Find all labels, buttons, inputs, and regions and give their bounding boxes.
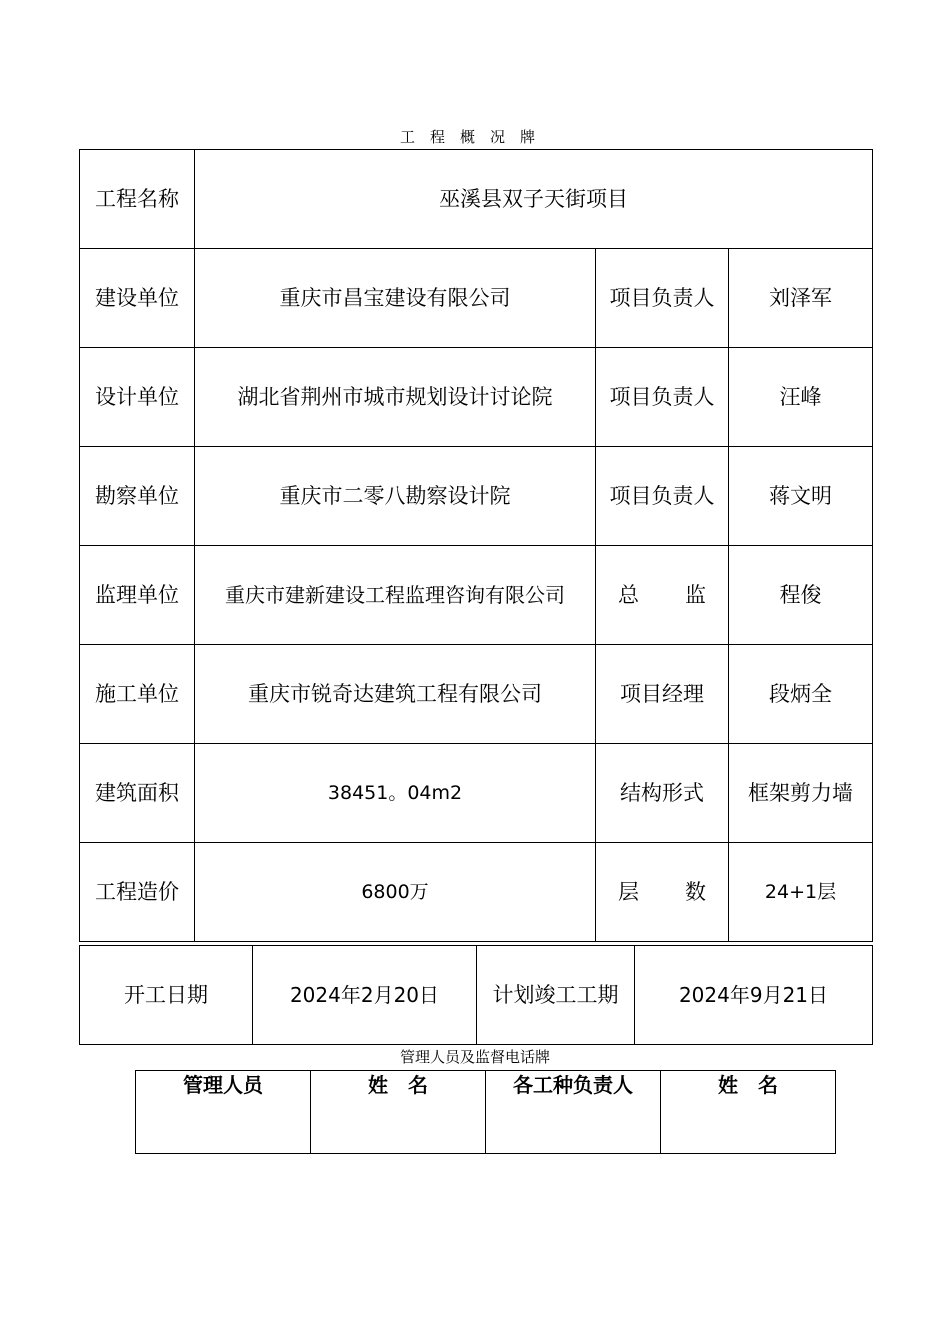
builder-role: 项目经理 [596, 645, 729, 744]
construction-role: 项目负责人 [596, 249, 729, 348]
structure-label: 结构形式 [596, 744, 729, 843]
cost-value: 6800万 [195, 843, 596, 942]
survey-unit-value: 重庆市二零八勘察设计院 [195, 447, 596, 546]
completion-date-value: 2024年9月21日 [635, 946, 873, 1045]
staff-header-managers: 管理人员 [136, 1071, 311, 1154]
supervision-unit-label: 监理单位 [80, 546, 195, 645]
design-role: 项目负责人 [596, 348, 729, 447]
table-row [80, 249, 873, 348]
table-row [80, 843, 873, 942]
construction-person: 刘泽军 [729, 249, 873, 348]
supervision-unit-value: 重庆市建新建设工程监理咨询有限公司 [195, 546, 596, 645]
project-overview-table [79, 149, 873, 249]
table-row [80, 348, 873, 447]
staff-title: 管理人员及监督电话牌 [399, 1048, 550, 1066]
overview-title: 工程概况牌 [399, 128, 550, 146]
supervision-role-a: 总 [618, 583, 639, 607]
project-detail-table [79, 248, 873, 942]
table-row [136, 1071, 836, 1154]
floors-label-a: 层 [618, 880, 639, 904]
design-person: 汪峰 [729, 348, 873, 447]
builder-unit-value: 重庆市锐奇达建筑工程有限公司 [195, 645, 596, 744]
cost-label: 工程造价 [80, 843, 195, 942]
design-unit-value: 湖北省荆州市城市规划设计讨论院 [195, 348, 596, 447]
floors-label-b: 数 [685, 880, 706, 904]
supervision-person: 程俊 [729, 546, 873, 645]
supervision-role-b: 监 [685, 583, 706, 607]
survey-unit-label: 勘察单位 [80, 447, 195, 546]
completion-date-label: 计划竣工工期 [477, 946, 635, 1045]
staff-header-name: 姓 名 [311, 1071, 486, 1154]
area-label: 建筑面积 [80, 744, 195, 843]
area-value: 38451。04m2 [195, 744, 596, 843]
floors-label [596, 843, 729, 942]
schedule-table [79, 945, 873, 1045]
floors-value: 24+1层 [729, 843, 873, 942]
table-row [80, 546, 873, 645]
table-row [80, 744, 873, 843]
builder-person: 段炳全 [729, 645, 873, 744]
project-name-value: 巫溪县双子天街项目 [195, 150, 873, 249]
staff-table [135, 1070, 836, 1154]
table-row [80, 946, 873, 1045]
start-date-label: 开工日期 [80, 946, 253, 1045]
supervision-role [596, 546, 729, 645]
project-name-label: 工程名称 [80, 150, 195, 249]
builder-unit-label: 施工单位 [80, 645, 195, 744]
construction-unit-value: 重庆市昌宝建设有限公司 [195, 249, 596, 348]
staff-header-name-2: 姓 名 [661, 1071, 836, 1154]
survey-person: 蒋文明 [729, 447, 873, 546]
construction-unit-label: 建设单位 [80, 249, 195, 348]
table-row [80, 645, 873, 744]
survey-role: 项目负责人 [596, 447, 729, 546]
table-row [80, 150, 873, 249]
start-date-value: 2024年2月20日 [253, 946, 477, 1045]
structure-value: 框架剪力墙 [729, 744, 873, 843]
design-unit-label: 设计单位 [80, 348, 195, 447]
staff-header-trade-leads: 各工种负责人 [486, 1071, 661, 1154]
table-row [80, 447, 873, 546]
